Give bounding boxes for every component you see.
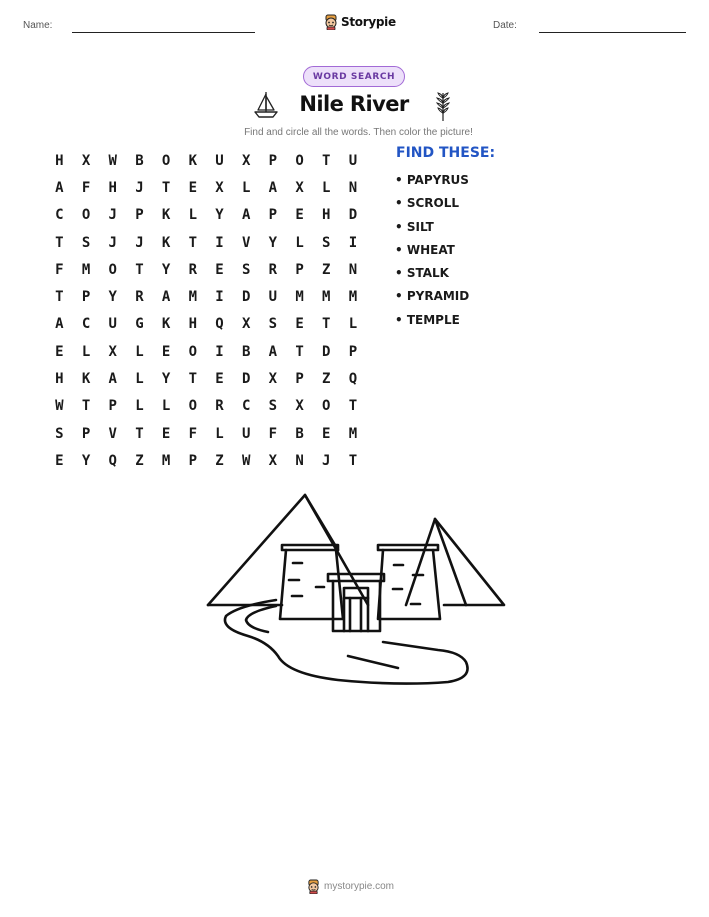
grid-cell[interactable]: K xyxy=(161,234,171,251)
grid-cell[interactable]: R xyxy=(188,261,197,278)
grid-cell[interactable]: P xyxy=(268,152,278,169)
grid-cell[interactable]: N xyxy=(348,179,358,196)
grid-cell[interactable]: S xyxy=(322,234,331,251)
grid-cell[interactable]: H xyxy=(108,179,117,196)
grid-cell[interactable]: X xyxy=(241,316,251,333)
grid-cell[interactable]: A xyxy=(241,207,251,224)
grid-cell[interactable]: O xyxy=(322,398,331,415)
grid-cell[interactable]: X xyxy=(295,398,304,415)
word-item: • PYRAMID xyxy=(395,289,470,304)
grid-cell[interactable]: R xyxy=(215,398,224,415)
grid-cell[interactable]: X xyxy=(241,152,251,169)
grid-cell[interactable]: T xyxy=(188,371,197,388)
grid-cell[interactable]: O xyxy=(161,152,171,169)
grid-cell[interactable]: T xyxy=(295,343,304,360)
footer-url: mystorypie.com xyxy=(324,881,395,892)
grid-cell[interactable]: J xyxy=(135,179,144,196)
grid-cell[interactable]: X xyxy=(268,371,278,388)
grid-cell[interactable]: M xyxy=(322,289,331,306)
grid-cell[interactable]: V xyxy=(108,425,117,442)
word-item: • SILT xyxy=(395,219,434,234)
mascot-icon xyxy=(307,879,320,894)
grid-cell[interactable]: F xyxy=(268,425,278,442)
grid-cell[interactable]: Z xyxy=(135,452,144,469)
grid-cell[interactable]: G xyxy=(135,316,144,333)
grid-cell[interactable]: F xyxy=(81,179,91,196)
grid-cell[interactable]: K xyxy=(161,316,171,333)
grid-cell[interactable]: L xyxy=(322,179,331,196)
wheat-icon xyxy=(432,90,454,122)
word-item: • WHEAT xyxy=(395,242,455,257)
grid-cell[interactable]: T xyxy=(348,398,358,415)
grid-cell[interactable]: T xyxy=(322,152,331,169)
find-these-heading: FIND THESE: xyxy=(396,145,496,161)
grid-cell[interactable]: X xyxy=(108,343,117,360)
grid-cell[interactable]: L xyxy=(241,179,251,196)
grid-cell[interactable]: Z xyxy=(322,261,331,278)
grid-cell[interactable]: E xyxy=(188,179,197,196)
grid-cell[interactable]: L xyxy=(161,398,171,415)
grid-cell[interactable]: D xyxy=(348,207,358,224)
grid-cell[interactable]: U xyxy=(348,152,358,169)
grid-cell[interactable]: W xyxy=(241,452,251,469)
grid-cell[interactable]: I xyxy=(348,234,358,251)
grid-cell[interactable]: H xyxy=(188,316,197,333)
grid-cell[interactable]: S xyxy=(81,234,91,251)
grid-cell[interactable]: P xyxy=(295,371,304,388)
grid-cell[interactable]: M xyxy=(295,289,304,306)
grid-cell[interactable]: P xyxy=(295,261,304,278)
grid-cell[interactable]: L xyxy=(135,343,144,360)
grid-cell[interactable]: F xyxy=(55,261,64,278)
name-line[interactable] xyxy=(72,32,255,33)
grid-cell[interactable]: J xyxy=(135,234,144,251)
grid-cell[interactable]: S xyxy=(241,261,251,278)
grid-cell[interactable]: E xyxy=(295,316,304,333)
grid-cell[interactable]: I xyxy=(215,234,224,251)
grid-cell[interactable]: P xyxy=(81,425,91,442)
grid-cell[interactable]: T xyxy=(135,261,144,278)
grid-cell[interactable]: D xyxy=(241,289,251,306)
grid-cell[interactable]: J xyxy=(108,207,117,224)
grid-cell[interactable]: R xyxy=(135,289,144,306)
grid-cell[interactable]: S xyxy=(268,316,278,333)
grid-cell[interactable]: T xyxy=(81,398,91,415)
grid-cell[interactable]: U xyxy=(108,316,117,333)
word-list xyxy=(395,171,469,334)
grid-cell[interactable]: W xyxy=(55,398,64,415)
mascot-icon xyxy=(324,14,338,30)
grid-cell[interactable]: D xyxy=(241,371,251,388)
grid-cell[interactable]: T xyxy=(55,234,64,251)
grid-cell[interactable]: L xyxy=(135,398,144,415)
grid-cell[interactable]: F xyxy=(188,425,197,442)
grid-cell[interactable]: L xyxy=(81,343,91,360)
grid-cell[interactable]: X xyxy=(215,179,224,196)
grid-cell[interactable]: Y xyxy=(81,452,91,469)
grid-cell[interactable]: R xyxy=(268,261,278,278)
grid-cell[interactable]: Y xyxy=(161,261,171,278)
grid-cell[interactable]: E xyxy=(161,425,171,442)
grid-cell[interactable]: L xyxy=(188,207,197,224)
grid-cell[interactable]: M xyxy=(188,289,197,306)
grid-cell[interactable]: K xyxy=(161,207,171,224)
word-item: • STALK xyxy=(395,266,449,281)
grid-cell[interactable]: T xyxy=(55,289,64,306)
grid-cell[interactable]: E xyxy=(295,207,304,224)
name-label: Name: xyxy=(23,20,53,31)
grid-cell[interactable]: P xyxy=(108,398,117,415)
grid-cell[interactable]: M xyxy=(161,452,171,469)
grid-cell[interactable]: W xyxy=(108,152,117,169)
grid-cell[interactable]: C xyxy=(81,316,91,333)
grid-cell[interactable]: B xyxy=(241,343,251,360)
grid-cell[interactable]: Y xyxy=(268,234,278,251)
grid-cell[interactable]: P xyxy=(135,207,144,224)
grid-cell[interactable]: Y xyxy=(108,289,117,306)
grid-cell[interactable]: J xyxy=(108,234,117,251)
grid-cell[interactable]: S xyxy=(55,425,64,442)
grid-cell[interactable]: D xyxy=(322,343,331,360)
grid-cell[interactable]: C xyxy=(241,398,251,415)
grid-cell[interactable]: L xyxy=(348,316,358,333)
grid-cell[interactable]: U xyxy=(268,289,278,306)
grid-cell[interactable]: X xyxy=(268,452,278,469)
grid-cell[interactable]: H xyxy=(55,371,64,388)
page-title: Nile River xyxy=(299,92,409,116)
grid-cell[interactable]: Z xyxy=(322,371,331,388)
grid-cell[interactable]: E xyxy=(215,371,224,388)
grid-cell[interactable]: E xyxy=(215,261,224,278)
grid-cell[interactable]: L xyxy=(295,234,304,251)
grid-cell[interactable]: A xyxy=(55,179,64,196)
word-item: • SCROLL xyxy=(395,196,460,211)
grid-cell[interactable]: I xyxy=(215,343,224,360)
grid-cell[interactable]: X xyxy=(295,179,304,196)
letter-grid[interactable] xyxy=(46,147,366,475)
grid-cell[interactable]: S xyxy=(268,398,278,415)
grid-cell[interactable]: M xyxy=(348,425,358,442)
grid-cell[interactable]: K xyxy=(188,152,197,169)
grid-cell[interactable]: E xyxy=(161,343,171,360)
word-item: • PAPYRUS xyxy=(395,173,469,187)
word-item: • TEMPLE xyxy=(395,312,460,327)
grid-cell[interactable]: T xyxy=(348,452,358,469)
word-search-badge: WORD SEARCH xyxy=(303,66,405,87)
date-line[interactable] xyxy=(539,32,686,33)
grid-cell[interactable]: U xyxy=(241,425,251,442)
grid-cell[interactable]: H xyxy=(55,152,64,169)
grid-cell[interactable]: P xyxy=(348,343,358,360)
grid-cell[interactable]: M xyxy=(81,261,91,278)
grid-cell[interactable]: H xyxy=(322,207,331,224)
grid-cell[interactable]: B xyxy=(135,152,144,169)
grid-cell[interactable]: M xyxy=(348,289,358,306)
date-label: Date: xyxy=(493,20,517,31)
grid-cell[interactable]: L xyxy=(215,425,224,442)
grid-cell[interactable]: A xyxy=(108,371,117,388)
grid-cell[interactable]: A xyxy=(55,316,64,333)
grid-cell[interactable]: E xyxy=(55,343,64,360)
grid-cell[interactable]: N xyxy=(348,261,358,278)
grid-cell[interactable]: Y xyxy=(215,207,224,224)
grid-cell[interactable]: X xyxy=(81,152,91,169)
grid-cell[interactable]: P xyxy=(188,452,197,469)
grid-cell[interactable]: O xyxy=(81,207,91,224)
brand-logo xyxy=(324,14,396,30)
grid-cell[interactable]: O xyxy=(188,398,197,415)
grid-cell[interactable]: C xyxy=(55,207,64,224)
grid-cell[interactable]: O xyxy=(295,152,304,169)
grid-cell[interactable]: Q xyxy=(348,371,358,388)
grid-cell[interactable]: P xyxy=(81,289,91,306)
sailboat-icon xyxy=(253,90,279,120)
instructions: Find and circle all the words. Then color the picture! xyxy=(244,127,473,138)
grid-cell[interactable]: P xyxy=(268,207,278,224)
grid-cell[interactable]: Q xyxy=(215,316,224,333)
grid-cell[interactable]: I xyxy=(215,289,224,306)
grid-cell[interactable]: Z xyxy=(215,452,224,469)
brand-name: Storypie xyxy=(341,15,396,29)
pyramids-temple-illustration[interactable] xyxy=(198,488,510,688)
footer xyxy=(307,879,394,894)
grid-cell[interactable]: O xyxy=(188,343,197,360)
grid-cell[interactable]: T xyxy=(161,179,171,196)
grid-cell[interactable]: V xyxy=(241,234,251,251)
grid-cell[interactable]: A xyxy=(161,289,171,306)
grid-cell[interactable]: T xyxy=(322,316,331,333)
grid-cell[interactable]: T xyxy=(135,425,144,442)
grid-cell[interactable]: E xyxy=(322,425,331,442)
grid-cell[interactable]: B xyxy=(295,425,304,442)
grid-cell[interactable]: J xyxy=(322,452,331,469)
grid-cell[interactable]: O xyxy=(108,261,117,278)
grid-cell[interactable]: A xyxy=(268,179,278,196)
grid-cell[interactable]: N xyxy=(295,452,304,469)
grid-cell[interactable]: K xyxy=(81,371,91,388)
grid-cell[interactable]: Q xyxy=(108,452,117,469)
grid-cell[interactable]: A xyxy=(268,343,278,360)
grid-cell[interactable]: L xyxy=(135,371,144,388)
grid-cell[interactable]: T xyxy=(188,234,197,251)
grid-cell[interactable]: E xyxy=(55,452,64,469)
grid-cell[interactable]: U xyxy=(215,152,224,169)
grid-cell[interactable]: Y xyxy=(161,371,171,388)
